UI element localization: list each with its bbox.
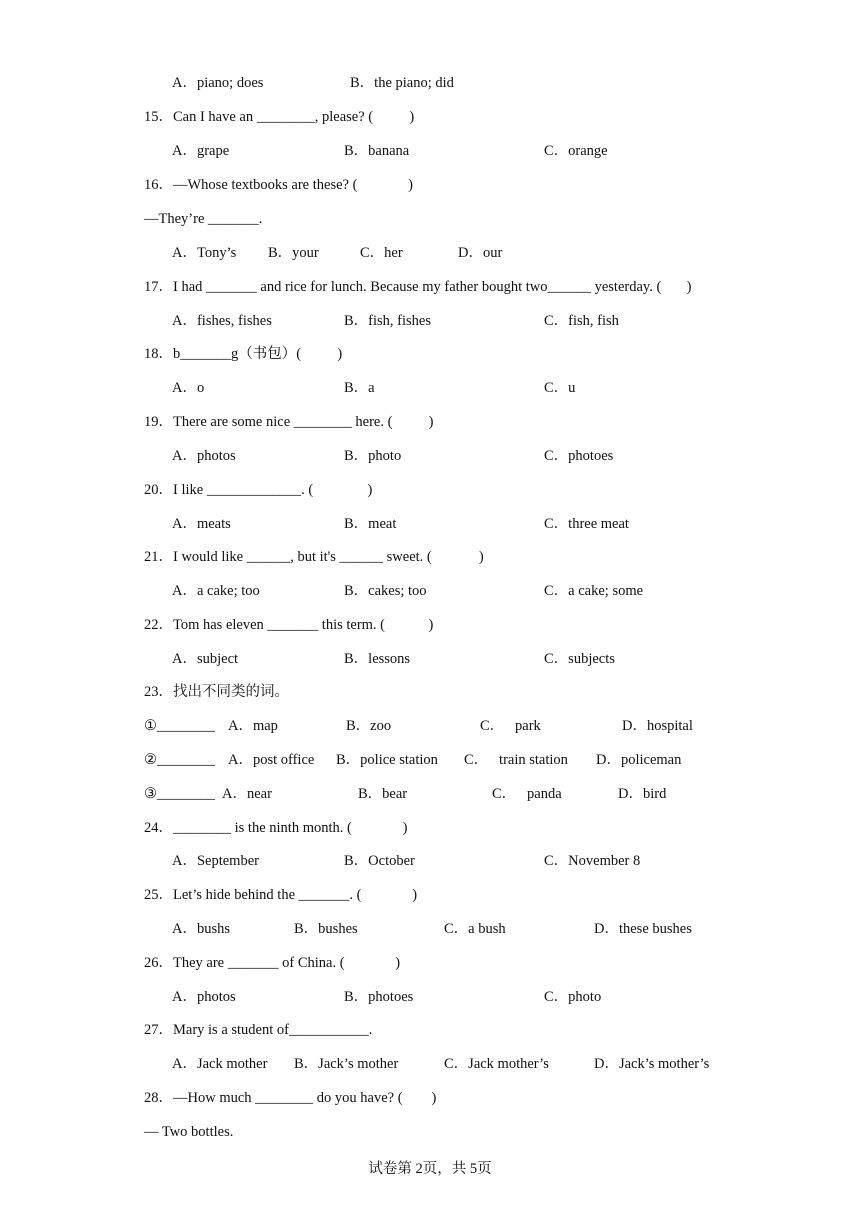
q25-option-b: B．bushes xyxy=(294,921,358,937)
q18-stem: 18．b_______g（书包）( ) xyxy=(144,346,343,362)
q25-stem: 25．Let’s hide behind the _______. ( ) xyxy=(144,887,418,903)
q21-option-b: B．cakes; too xyxy=(344,583,427,599)
q16-option-b: B．your xyxy=(268,245,319,261)
q23-row1-label: ①________ xyxy=(144,718,215,734)
q26-option-b: B．photoes xyxy=(344,989,414,1005)
q17-option-b: B．fish, fishes xyxy=(344,313,431,329)
q23-row1-option-d: D．hospital xyxy=(622,718,693,734)
q16-option-c: C．her xyxy=(360,245,403,261)
q28-stem: 28．—How much ________ do you have? ( ) xyxy=(144,1090,437,1106)
q22-option-c: C．subjects xyxy=(544,651,615,667)
q16-stem: 16．—Whose textbooks are these? ( ) xyxy=(144,177,413,193)
q18-option-c: C．u xyxy=(544,380,576,396)
q23-row3-option-a: A．near xyxy=(222,786,272,802)
q27-option-c: C．Jack mother’s xyxy=(444,1056,549,1072)
q16-option-d: D．our xyxy=(458,245,503,261)
q23-row1-option-a: A．map xyxy=(228,718,278,734)
q23-row3-label: ③________ xyxy=(144,786,215,802)
q15-option-c: C．orange xyxy=(544,143,608,159)
q23-row3-option-c: C． panda xyxy=(492,786,562,802)
q26-stem: 26．They are _______ of China. ( ) xyxy=(144,955,401,971)
q19-option-c: C．photoes xyxy=(544,448,614,464)
q20-option-a: A．meats xyxy=(172,516,231,532)
q17-stem: 17．I had _______ and rice for lunch. Because my father bought two______ yesterday. ( ) xyxy=(144,279,692,295)
q27-option-b: B．Jack’s mother xyxy=(294,1056,399,1072)
q23-row2-option-b: B．police station xyxy=(336,752,438,768)
q14-option-b: B．the piano; did xyxy=(350,75,454,91)
q24-option-b: B．October xyxy=(344,853,415,869)
q23-row2-label: ②________ xyxy=(144,752,215,768)
q18-option-a: A．o xyxy=(172,380,205,396)
q26-option-a: A．photos xyxy=(172,989,236,1005)
q24-option-c: C．November 8 xyxy=(544,853,641,869)
q24-stem: 24．________ is the ninth month. ( ) xyxy=(144,820,408,836)
q21-stem: 21．I would like ______, but it's ______ sweet. ( ) xyxy=(144,549,484,565)
q23-row3-option-b: B．bear xyxy=(358,786,408,802)
q23-row3-option-d: D．bird xyxy=(618,786,667,802)
q23-row1-option-b: B．zoo xyxy=(346,718,392,734)
q15-option-b: B．banana xyxy=(344,143,410,159)
q19-option-b: B．photo xyxy=(344,448,402,464)
q16-answer-line: —They’re _______. xyxy=(144,211,263,227)
q22-stem: 22．Tom has eleven _______ this term. ( ) xyxy=(144,617,434,633)
q15-option-a: A．grape xyxy=(172,143,230,159)
q17-option-a: A．fishes, fishes xyxy=(172,313,272,329)
q27-option-d: D．Jack’s mother’s xyxy=(594,1056,710,1072)
q25-option-a: A．bushs xyxy=(172,921,231,937)
q15-stem: 15．Can I have an ________, please? ( ) xyxy=(144,109,415,125)
q23-stem: 23．找出不同类的词。 xyxy=(144,684,289,700)
q17-option-c: C．fish, fish xyxy=(544,313,619,329)
page-footer: 试卷第 2页，共 5页 xyxy=(368,1161,492,1177)
q26-option-c: C．photo xyxy=(544,989,602,1005)
q16-option-a: A．Tony’s xyxy=(172,245,237,261)
q20-option-c: C．three meat xyxy=(544,516,629,532)
q28-answer-line: — Two bottles. xyxy=(144,1124,234,1140)
q25-option-d: D．these bushes xyxy=(594,921,692,937)
q23-row2-option-d: D．policeman xyxy=(596,752,682,768)
q23-row2-option-c: C． train station xyxy=(464,752,568,768)
q19-stem: 19．There are some nice ________ here. ( ) xyxy=(144,414,434,430)
q21-option-a: A．a cake; too xyxy=(172,583,260,599)
q21-option-c: C．a cake; some xyxy=(544,583,644,599)
q23-row1-option-c: C． park xyxy=(480,718,541,734)
q22-option-b: B．lessons xyxy=(344,651,411,667)
q18-option-b: B．a xyxy=(344,380,375,396)
q22-option-a: A．subject xyxy=(172,651,239,667)
q24-option-a: A．September xyxy=(172,853,259,869)
q20-stem: 20．I like _____________. ( ) xyxy=(144,482,373,498)
q19-option-a: A．photos xyxy=(172,448,236,464)
q27-stem: 27．Mary is a student of___________. xyxy=(144,1022,373,1038)
q27-option-a: A．Jack mother xyxy=(172,1056,268,1072)
q14-option-a: A．piano; does xyxy=(172,75,264,91)
q25-option-c: C．a bush xyxy=(444,921,506,937)
q23-row2-option-a: A．post office xyxy=(228,752,315,768)
q20-option-b: B．meat xyxy=(344,516,397,532)
